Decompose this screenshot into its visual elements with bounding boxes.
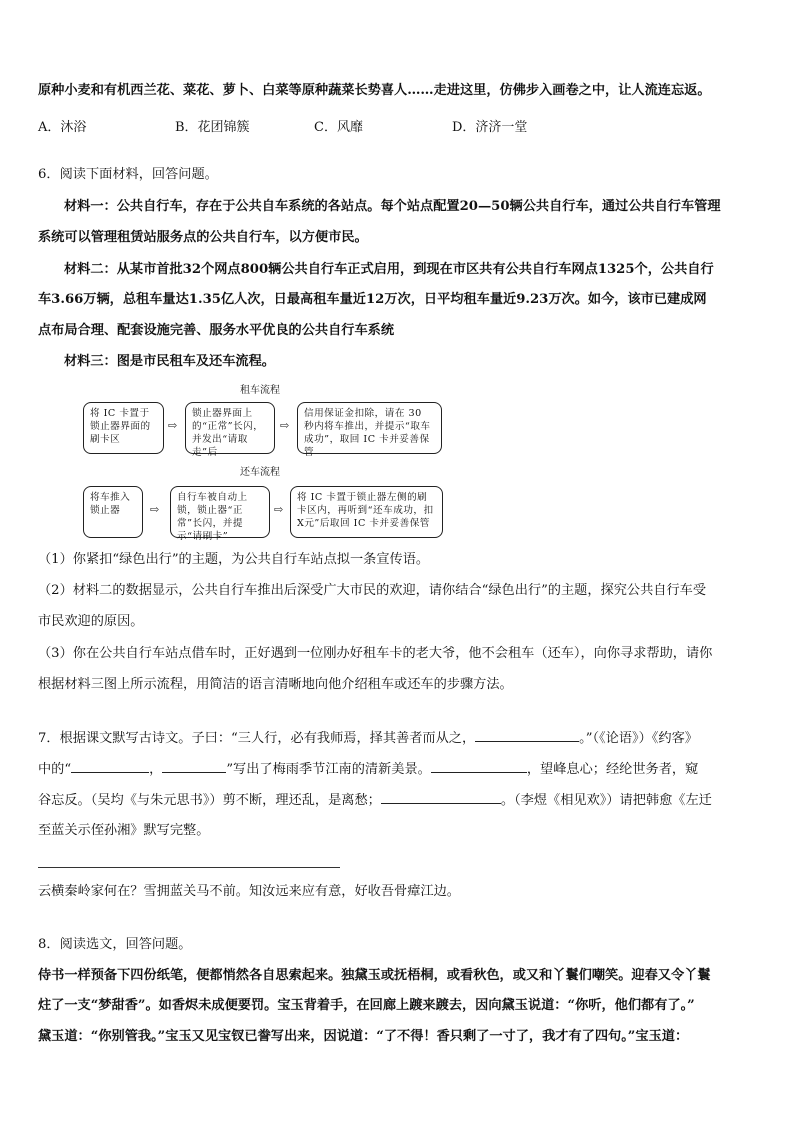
material2-line3: 点布局合理、配套设施完善、服务水平优良的公共自行车系统 bbox=[38, 323, 395, 338]
answer-blank-5[interactable] bbox=[381, 791, 501, 804]
q7-line1-text-a: 7．根据课文默写古诗文。子曰：“三人行，必有我师焉，择其善者而从之， bbox=[38, 731, 476, 746]
return-step-1: 将车推入锁止器 bbox=[83, 486, 143, 538]
q7-line3 bbox=[38, 791, 712, 810]
q7-line2-text-c: ”写出了梅雨季节江南的清新美景。 bbox=[226, 762, 431, 777]
rent-flow-title: 租车流程 bbox=[240, 385, 280, 396]
q7-line2-text-d: ，望峰息心；经纶世务者，窥 bbox=[526, 762, 699, 777]
option-a[interactable]: A．沐浴 bbox=[38, 120, 87, 135]
q6-sub2-line2: 市民欢迎的原因。 bbox=[38, 614, 144, 629]
arrow-right-icon: ⇨ bbox=[150, 503, 160, 516]
q7-poem-answer: 云横秦岭家何在？雪拥蓝关马不前。知汝远来应有意，好收吾骨瘴江边。 bbox=[38, 884, 460, 899]
return-step-3: 将 IC 卡置于锁止器左侧的刷卡区内，再听到“还车成功，扣 X元”后取回 IC 卡并妥善保管 bbox=[290, 486, 443, 538]
material2-line1: 材料二：从某市首批32个网点800辆公共自行车正式启用，到现在市区共有公共自行车网点1325个，公共自行 bbox=[64, 262, 714, 277]
q7-line3-text-a: 谷忘反。（吴均《与朱元思书》）剪不断，理还乱，是离愁； bbox=[38, 793, 381, 808]
q6-sub3-line1: （3）你在公共自行车站点借车时，正好遇到一位刚办好租车卡的老大爷，他不会租车（还车），向你寻求帮助，请你 bbox=[38, 646, 713, 661]
answer-rule-line[interactable] bbox=[38, 867, 340, 868]
material2-line2: 车3.66万辆，总租车量达1.35亿人次，日最高租车量近12万次，日平均租车量近9.23万次。如今，该市已建成网 bbox=[38, 292, 707, 307]
q6-sub2-line1: （2）材料二的数据显示，公共自行车推出后深受广大市民的欢迎，请你结合“绿色出行”的主题，探究公共自行车受 bbox=[38, 583, 707, 598]
return-step-2: 自行车被自动上锁，锁止器“正常”长闪，并提示“请刷卡” bbox=[170, 486, 270, 538]
q6-heading: 6．阅读下面材料，回答问题。 bbox=[38, 167, 218, 182]
answer-blank-4[interactable] bbox=[431, 760, 527, 773]
material3-line: 材料三：图是市民租车及还车流程。 bbox=[64, 354, 275, 369]
q5-passage-tail: 原种小麦和有机西兰花、菜花、萝卜、白菜等原种蔬菜长势喜人……走进这里，仿佛步入画卷之中，让人流连忘返。 bbox=[38, 83, 711, 98]
material1-line2: 系统可以管理租赁站服务点的公共自行车，以方便市民。 bbox=[38, 230, 368, 245]
option-d[interactable]: D．济济一堂 bbox=[452, 120, 528, 135]
q7-line3-text-b: 。（李煜《相见欢》）请把韩愈《左迁 bbox=[500, 793, 712, 808]
answer-blank-2[interactable] bbox=[71, 760, 149, 773]
q7-line1-text-b: 。”（《论语》）《约客》 bbox=[579, 731, 698, 746]
material1-line1: 材料一：公共自行车，存在于公共自车系统的各站点。每个站点配置20—50辆公共自行车，通过公共自行车管理 bbox=[64, 199, 721, 214]
q7-line1 bbox=[38, 729, 698, 748]
arrow-right-icon: ⇨ bbox=[280, 419, 290, 432]
q6-sub1: （1）你紧扣“绿色出行”的主题，为公共自行车站点拟一条宣传语。 bbox=[38, 552, 430, 567]
arrow-right-icon: ⇨ bbox=[168, 419, 178, 432]
q7-line2-text-a: 中的“ bbox=[38, 762, 72, 777]
rent-step-1: 将 IC 卡置于锁止器界面的刷卡区 bbox=[83, 402, 164, 454]
q7-line2 bbox=[38, 760, 698, 779]
rent-step-3: 信用保证金扣除，请在 30 秒内将车推出，并提示“取车成功”，取回 IC 卡并妥善保管 bbox=[297, 402, 442, 454]
q8-passage-line3: 黛玉道：“你别管我。”宝玉又见宝钗已誊写出来，因说道：“了不得！香只剩了一寸了，我才有了四句。”宝玉道： bbox=[38, 1029, 689, 1044]
option-c[interactable]: C．风靡 bbox=[314, 120, 363, 135]
answer-blank-3[interactable] bbox=[162, 760, 226, 773]
answer-blank-1[interactable] bbox=[475, 729, 579, 742]
q6-sub3-line2: 根据材料三图上所示流程，用简洁的语言清晰地向他介绍租车或还车的步骤方法。 bbox=[38, 677, 513, 692]
q7-line4: 至蓝关示侄孙湘》默写完整。 bbox=[38, 823, 210, 838]
q8-passage-line1: 侍书一样预备下四份纸笔，便都悄然各自思索起来。独黛玉或抚梧桐，或看秋色，或又和丫鬟们嘲笑。迎春又令丫鬟 bbox=[38, 968, 711, 983]
q7-line2-text-b: ， bbox=[149, 762, 163, 777]
return-flow-title: 还车流程 bbox=[240, 467, 280, 478]
q8-heading: 8．阅读选文，回答问题。 bbox=[38, 937, 192, 952]
rent-step-2: 锁止器界面上的“正常”长闪，并发出“请取走”后 bbox=[185, 402, 275, 454]
arrow-right-icon: ⇨ bbox=[274, 503, 284, 516]
option-b[interactable]: B．花团锦簇 bbox=[175, 120, 250, 135]
q8-passage-line2: 炷了一支“梦甜香”。如香烬未成便要罚。宝玉背着手，在回廊上踱来踱去，因向黛玉说道：“你听，他们都有了。” bbox=[38, 998, 695, 1013]
